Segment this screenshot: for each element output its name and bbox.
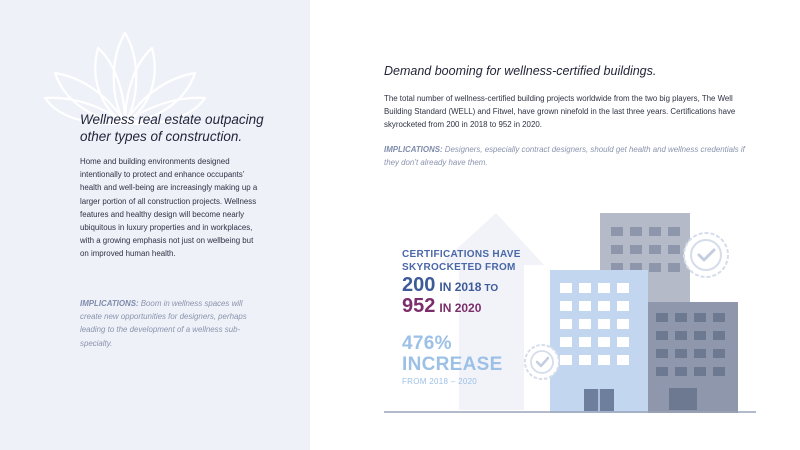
right-body: The total number of wellness-certified building projects worldwide from the two big players, The Well Building Standard (WELL) and Fitwel, have grown ninefold in the last three years. Certifications have skyrocketed from 200 in 2018 to 952 in 2020. [384, 94, 736, 130]
stat-percent: 476% [402, 333, 452, 354]
implications-text: Boom in wellness spaces will create new opportunities for designers, perhaps leading to the development of a wellness sub-specialty. [80, 299, 247, 348]
right-implications [384, 143, 754, 169]
left-implications [80, 297, 262, 350]
stat-2018 [402, 274, 498, 297]
left-body: Home and building environments designed intentionally to protect and enhance occupants’ health and well-being are increasingly making up a larger portion of all construction projects. Wellness features and healthy design will become nearly ubiquitous in luxury properties and in workplaces, with a growing emphasis not just on wellbeing but on improved human health. [80, 157, 258, 259]
stat-increase: INCREASE [402, 354, 503, 375]
stat-period: FROM 2018 – 2020 [402, 377, 478, 386]
implications-label: IMPLICATIONS: [80, 299, 139, 308]
implications-text: Designers, especially contract designers, should get health and wellness credentials if they don’t already have them. [384, 145, 745, 168]
stat-to: TO [484, 283, 499, 294]
stat-in-2020: IN 2020 [439, 301, 482, 315]
stat-headline: CERTIFICATIONS HAVE SKYROCKETED FROM [402, 249, 521, 273]
stat-in-2018: IN 2018 [439, 280, 482, 294]
stat-value-2020: 952 [402, 295, 436, 317]
left-panel [0, 0, 310, 450]
stat-2020 [402, 295, 481, 318]
left-title: Wellness real estate outpacing other types of construction. [80, 112, 264, 144]
certified-badge-icon [684, 233, 728, 277]
right-title: Demand booming for wellness-certified buildings. [384, 64, 657, 78]
stat-percent-increase [402, 333, 542, 375]
implications-label: IMPLICATIONS: [384, 145, 443, 154]
stat-value-2018: 200 [402, 274, 436, 296]
